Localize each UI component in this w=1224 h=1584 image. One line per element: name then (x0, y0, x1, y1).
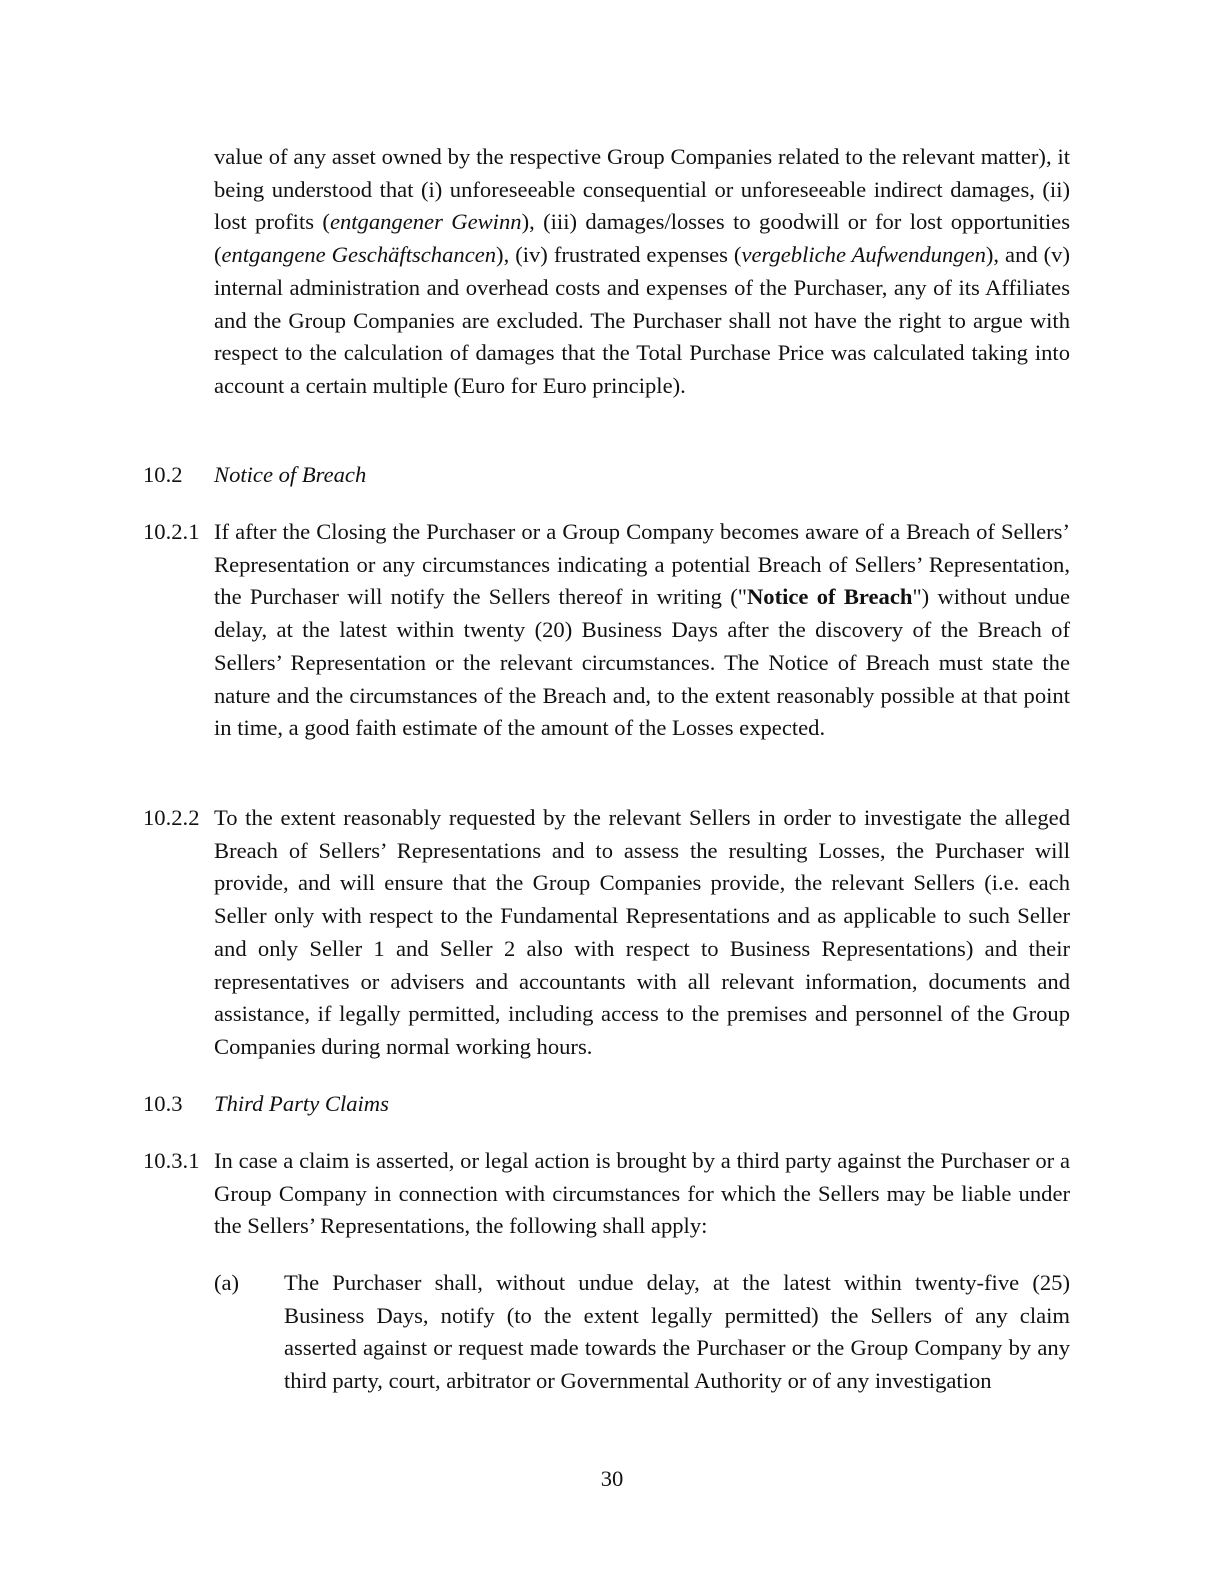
intro-italic-2: entgangene Geschäftschancen (221, 242, 497, 268)
item-a-text: The Purchaser shall, without undue delay, at the latest within twenty-five (25) Business Days, notify (to the extent legally permitted) the Sellers of any claim asserted against or request made towards the Purchaser or the Group Company by any third party, court, arbitrator or Governmental Authority or of any investigation (284, 1270, 1070, 1394)
section-10-2-title: Notice of Breach (214, 462, 367, 487)
section-10-2-number: 10.2 (143, 462, 183, 487)
clause-10-3-1-text: In case a claim is asserted, or legal action is brought by a third party against the Purchaser or a Group Company in connection with circumstances for which the Sellers may be liable under the Sellers’ Representations, the following shall apply: (214, 1148, 1070, 1239)
intro-text-3: ), (iv) frustrated expenses ( (496, 242, 742, 268)
clause-10-2-2-number: 10.2.2 (143, 805, 200, 830)
clause-10-2-2-text: To the extent reasonably requested by the relevant Sellers in order to investigate the alleged Breach of Sellers’ Representations and to assess the resulting Losses, the Purchaser will provide, and will ensure that the Group Companies provide, the relevant Sellers (i.e. each Seller only with respect to the Fundamental Representations and as applicable to such Seller and only Seller 1 and Seller 2 also with respect to Business Representations) and their representatives or advisers and accountants with all relevant information, documents and assistance, if legally permitted, including access to the premises and personnel of the Group Companies during normal working hours. (214, 805, 1070, 1059)
intro-paragraph (214, 141, 1070, 403)
clause-10-2-1-text-2: ") without undue delay, at the latest within twenty (20) Business Days after the discovery of the Breach of Sellers’ Representation or the relevant circumstances. The Notice of Breach must state the nature and the circumstances of the Breach and, to the extent reasonably possible at that point in time, a good faith estimate of the amount of the Losses expected. (214, 584, 1070, 741)
clause-10-2-1-number: 10.2.1 (143, 519, 200, 544)
clause-10-2-1-text-1: If after the Closing the Purchaser or a Group Company becomes aware of a Breach of Sellers’ Representation or any circumstances indicating a potential Breach of Sellers’ Representation, the Purchaser will notify the Sellers thereof in writing (" (214, 519, 1070, 610)
intro-text-1: value of any asset owned by the respective Group Companies related to the relevant matter), it being understood that (i) unforeseeable consequential or unforeseeable indirect damages, (ii) lost profits ( (214, 144, 1070, 235)
intro-text-4: ), and (v) internal administration and overhead costs and expenses of the Purchaser, any of its Affiliates and the Group Companies are excluded. The Purchaser shall not have the right to argue with respect to the calculation of damages that the Total Purchase Price was calculated taking into account a certain multiple (Euro for Euro principle). (214, 242, 1070, 398)
intro-italic-3: vergebliche Aufwendungen (741, 242, 986, 268)
notice-of-breach-defined-term: Notice of Breach (746, 584, 913, 610)
intro-italic-1: entgangener Gewinn (329, 209, 522, 235)
page-number: 30 (600, 1466, 624, 1491)
clause-10-2-1-text (214, 516, 1070, 745)
section-10-3-number: 10.3 (143, 1091, 183, 1116)
intro-text-2: ), (iii) damages/losses to goodwill or for lost opportunities ( (214, 209, 1070, 268)
clause-10-3-1-number: 10.3.1 (143, 1148, 200, 1173)
item-a-label: (a) (214, 1270, 240, 1295)
section-10-3-title: Third Party Claims (214, 1091, 389, 1116)
